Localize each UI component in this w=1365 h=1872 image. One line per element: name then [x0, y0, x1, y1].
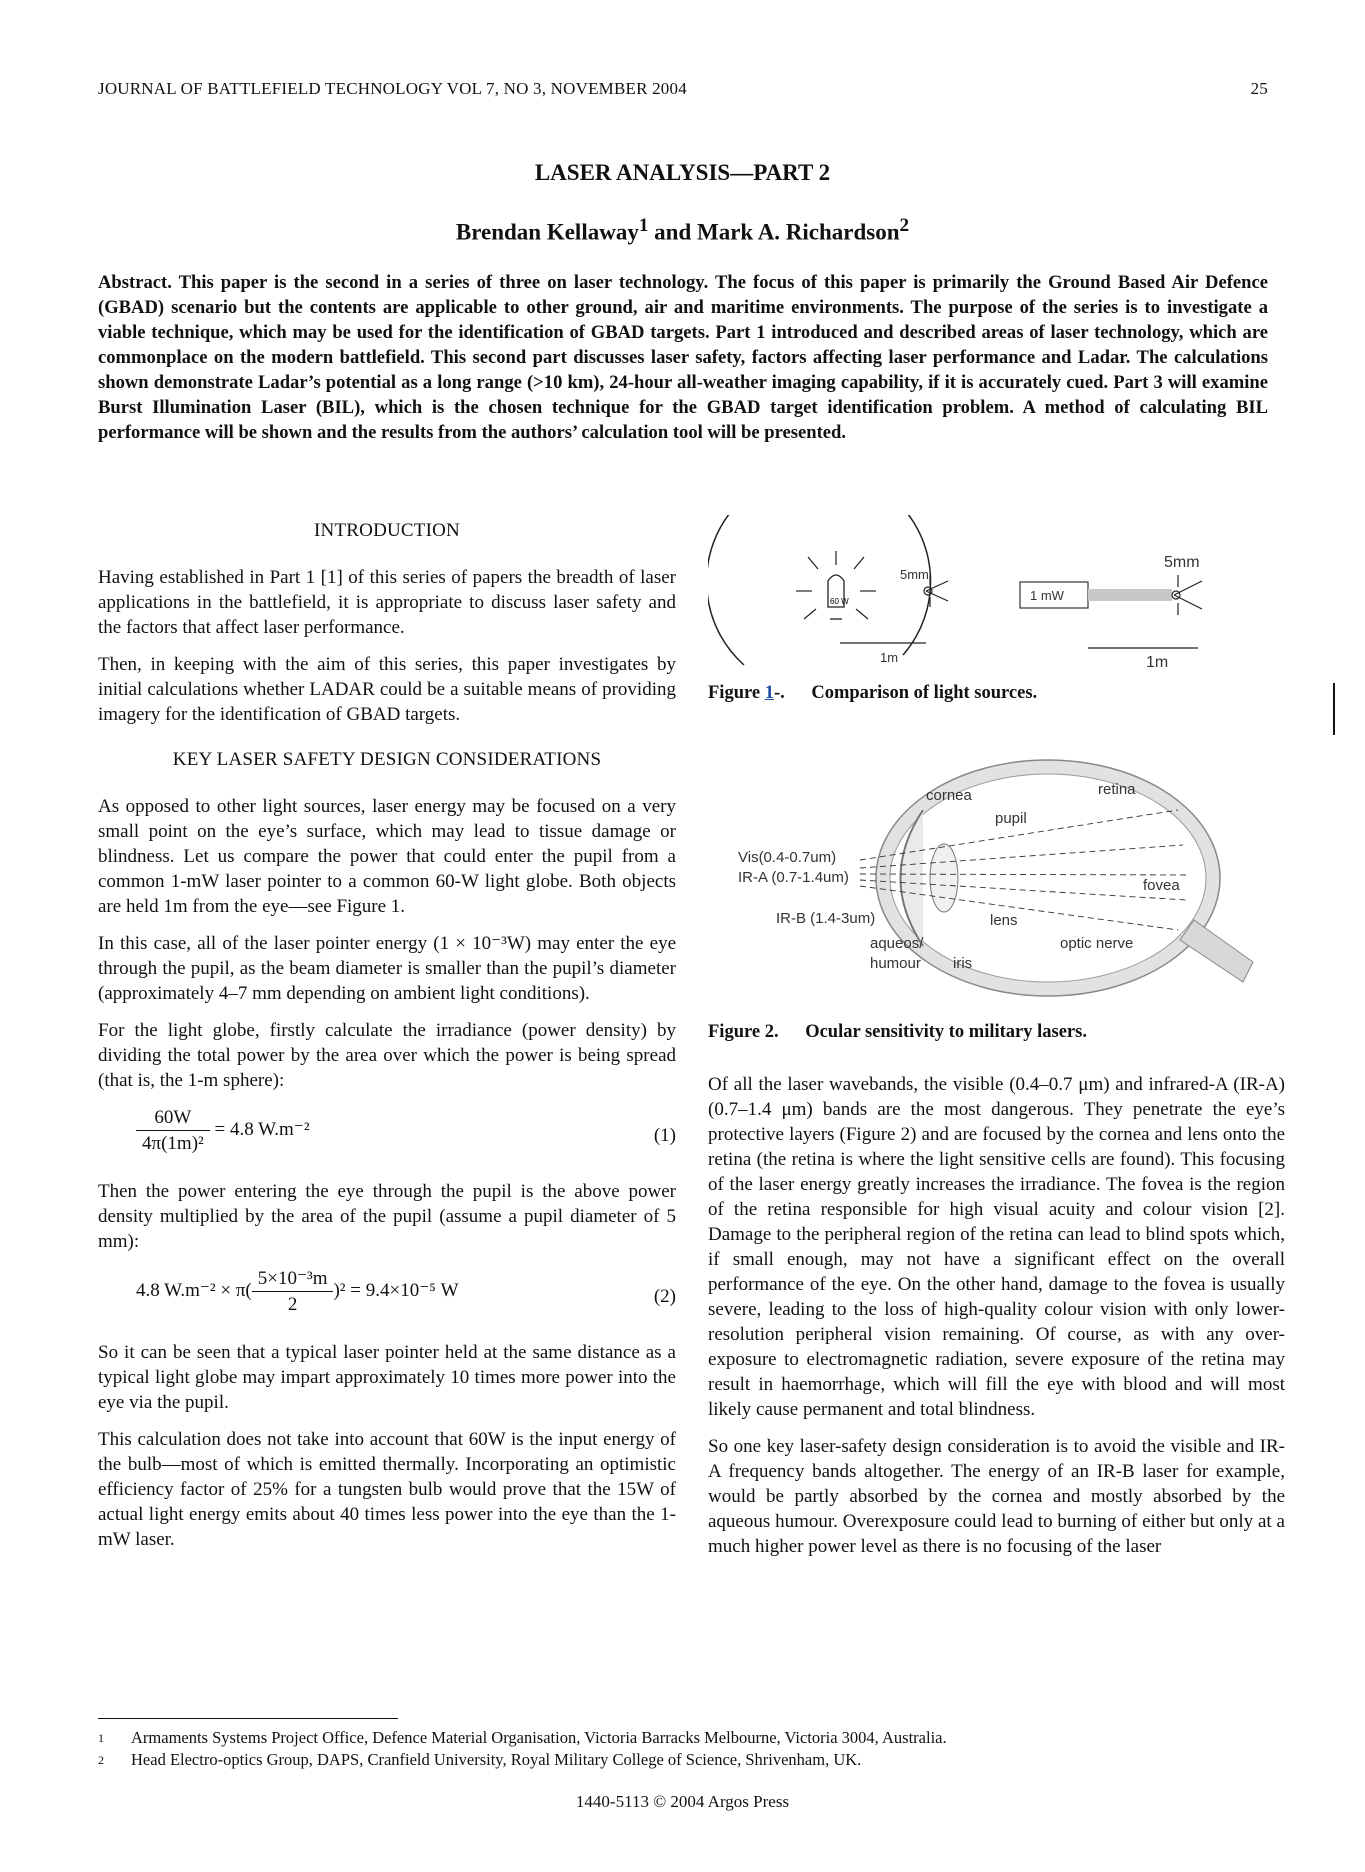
section-heading-safety: KEY LASER SAFETY DESIGN CONSIDERATIONS — [172, 749, 602, 770]
distance-label-left: 1m — [880, 650, 899, 665]
safety-paragraph-6: This calculation does not take into account that 60W is the input energy of the bulb—most of which is emitted thermally. Incorporating an optimistic efficiency factor of 25% for a tungsten bulb would prove that the 15W of actual light energy emits about 40 times less power into the eye than the 1-mW laser. — [98, 1429, 676, 1550]
footnote-rule — [98, 1718, 398, 1719]
label-iris: iris — [953, 955, 973, 972]
journal-name: JOURNAL OF BATTLEFIELD TECHNOLOGY VOL 7, NO 3, NOVEMBER 2004 — [98, 79, 687, 98]
figure-1-caption-text: Comparison of light sources. — [811, 683, 1038, 703]
author-line — [0, 215, 1365, 246]
label-aqueous-1: aqueos/ — [870, 935, 924, 952]
safety-paragraph-5: So it can be seen that a typical laser pointer held at the same distance as a typical light globe may impart approximately 10 times more power into the eye via the pupil. — [98, 1342, 676, 1413]
label-optic-nerve: optic nerve — [1060, 935, 1134, 952]
eq1-denominator: 4π(1m)² — [142, 1133, 204, 1154]
figure-2-caption-text: Ocular sensitivity to military lasers. — [805, 1022, 1087, 1042]
figure-1-caption-prefix: Figure — [708, 683, 761, 703]
label-lens: lens — [990, 912, 1018, 929]
label-pupil: pupil — [995, 810, 1027, 827]
intro-paragraph-1: Having established in Part 1 [1] of this series of papers the breadth of laser applications in the battlefield, it is appropriate to discuss laser safety and the factors that affect laser performance. — [98, 567, 676, 638]
lens-shape — [930, 844, 958, 912]
figure-1-link[interactable]: 1 — [764, 683, 774, 703]
abstract: Abstract. This paper is the second in a series of three on laser technology. The focus of this paper is primarily the Ground Based Air Defence (GBAD) scenario but the contents are applicable to other ground, air and maritime environments. The purpose of the series is to investigate a viable technique, which may be used for the identification of GBAD targets. Part 1 introduced and described areas of laser technology, which are commonplace on the modern battlefield. This second part discusses laser safety, factors affecting laser performance and Ladar. The calculations shown demonstrate Ladar’s potential as a long range (>10 km), 24-hour all-weather imaging capability, if it is accurately cued. Part 3 will examine Burst Illumination Laser (BIL), which is the chosen technique for the GBAD target identification problem. A method of calculating BIL performance will be shown and the results from the authors’ calculation tool will be presented. — [98, 272, 1268, 443]
figure-1-caption-suffix: -. — [773, 683, 785, 703]
figure-2-caption — [708, 1022, 1087, 1043]
eye-icon-right — [1172, 575, 1202, 615]
section-heading-introduction: INTRODUCTION — [314, 520, 460, 541]
eq2-fraction — [252, 1266, 334, 1317]
footnote-2 — [98, 1749, 1268, 1771]
eq1-numerator: 60W — [136, 1105, 210, 1131]
figure-1-diagram — [708, 515, 1288, 675]
safety-paragraph-2: In this case, all of the laser pointer energy (1 × 10⁻³W) may enter the eye through the pupil, as the beam diameter is smaller than the pupil’s diameter (approximately 4–7 mm depending on ambient light conditions). — [98, 933, 676, 1004]
eq2-denominator: 2 — [287, 1294, 298, 1315]
safety-paragraph-4: Then the power entering the eye through the pupil is the above power density multiplied by the area of the pupil (assume a pupil diameter of 5 mm): — [98, 1181, 676, 1252]
figure-2-diagram — [708, 750, 1288, 1010]
label-visible-band: Vis(0.4-0.7um) — [738, 849, 837, 866]
figure-1 — [708, 515, 1288, 675]
pupil-label-left: 5mm — [900, 567, 929, 582]
author-1-affil: 1 — [638, 215, 649, 236]
footnote-1 — [98, 1727, 1268, 1749]
label-ir-a-band: IR-A (0.7-1.4um) — [738, 869, 849, 886]
author-2-affil: 2 — [899, 215, 910, 236]
laser-beam — [1088, 589, 1172, 601]
distance-label-right: 1m — [1146, 654, 1169, 671]
footnote-2-number: 2 — [98, 1753, 104, 1767]
page-footer: 1440-5113 © 2004 Argos Press — [575, 1792, 790, 1811]
label-retina: retina — [1098, 781, 1136, 798]
equation-2 — [98, 1266, 676, 1326]
label-fovea: fovea — [1143, 877, 1180, 894]
eq2-result: )² = 9.4×10⁻⁵ W — [333, 1279, 459, 1301]
eq1-result: = 4.8 W.m⁻² — [214, 1118, 310, 1140]
right-paragraph-1: Of all the laser wavebands, the visible (0.4–0.7 μm) and infrared-A (IR-A) (0.7–1.4 μm) bands are the most dangerous. They penetrate the eye’s protective layers (Figure 2) and are focused by the cornea and lens onto the retina (the retina is where the light sensitive cells are found). This focusing of the laser energy greatly increases the irradiance. The fovea is the region of the retina responsible for high visual acuity and colour vision [2]. Damage to the peripheral region of the retina can lead to blind spots which, if small enough, may not have a significant effect on the overall performance of the eye. On the other hand, damage to the fovea is usually severe, leading to the loss of high-quality colour vision with only lower-resolution peripheral vision remaining. Of course, as with any over-exposure to electromagnetic radiation, severe exposure of the retina may result in haemorrhage, which will fill the eye with blood and will most likely cause permanent and total blindness. — [708, 1074, 1285, 1420]
figure-2-caption-prefix: Figure 2. — [708, 1022, 779, 1042]
footnote-1-number: 1 — [98, 1731, 104, 1745]
optic-nerve-shape — [1180, 920, 1253, 982]
eq2-number: (2) — [653, 1286, 676, 1307]
author-1: Brendan Kellaway — [455, 219, 639, 245]
author-2: Mark A. Richardson — [697, 219, 900, 245]
eq2-numerator: 5×10⁻³m — [252, 1266, 334, 1292]
footnote-1-text: Armaments Systems Project Office, Defence Material Organisation, Victoria Barracks Melbourne, Victoria 3004, Australia. — [131, 1728, 947, 1747]
figure-2 — [708, 750, 1288, 1010]
label-ir-b-band: IR-B (1.4-3um) — [776, 910, 876, 927]
right-paragraph-2: So one key laser-safety design consideration is to avoid the visible and IR-A frequency bands altogether. The energy of an IR-B laser for example, would be partly absorbed by the cornea and mostly absorbed by the aqueous humour. Overexposure could lead to burning of either but only at a much higher power level as there is no focusing of the laser — [708, 1436, 1285, 1557]
equation-1 — [98, 1105, 676, 1165]
safety-paragraph-3: For the light globe, firstly calculate the irradiance (power density) by dividing the total power by the area over which the power is being spread (that is, the 1-m sphere): — [98, 1020, 676, 1091]
figure-1-caption — [708, 683, 1037, 704]
author-connector: and — [648, 219, 697, 245]
globe-label: 60 W — [830, 597, 849, 606]
running-header — [98, 79, 1268, 99]
footnote-2-text: Head Electro-optics Group, DAPS, Cranfield University, Royal Military College of Science, Shrivenham, UK. — [131, 1750, 862, 1769]
left-column — [98, 518, 676, 1564]
footnotes — [98, 1718, 1268, 1771]
radiation-arrows — [796, 551, 876, 619]
intro-paragraph-2: Then, in keeping with the aim of this series, this paper investigates by initial calculations whether LADAR could be a suitable means of providing imagery for the identification of GBAD targets. — [98, 654, 676, 725]
eq1-fraction — [136, 1105, 210, 1156]
paper-title: LASER ANALYSIS—PART 2 — [534, 160, 831, 185]
label-cornea: cornea — [926, 787, 972, 804]
eq1-number: (1) — [653, 1125, 676, 1146]
page-number: 25 — [1250, 79, 1268, 98]
safety-paragraph-1: As opposed to other light sources, laser energy may be focused on a very small point on the eye’s surface, which may lead to tissue damage or blindness. Let us compare the power that could enter the pupil from a common 1-mW laser pointer to a common 60-W light globe. Both objects are held 1m from the eye—see Figure 1. — [98, 796, 676, 917]
eq2-prefix: 4.8 W.m⁻² × π( — [136, 1279, 252, 1301]
laser-label: 1 mW — [1030, 588, 1064, 603]
right-column — [708, 1072, 1285, 1571]
text-cursor — [1333, 683, 1335, 735]
label-aqueous-2: humour — [870, 955, 921, 972]
pupil-label-right: 5mm — [1164, 554, 1200, 571]
